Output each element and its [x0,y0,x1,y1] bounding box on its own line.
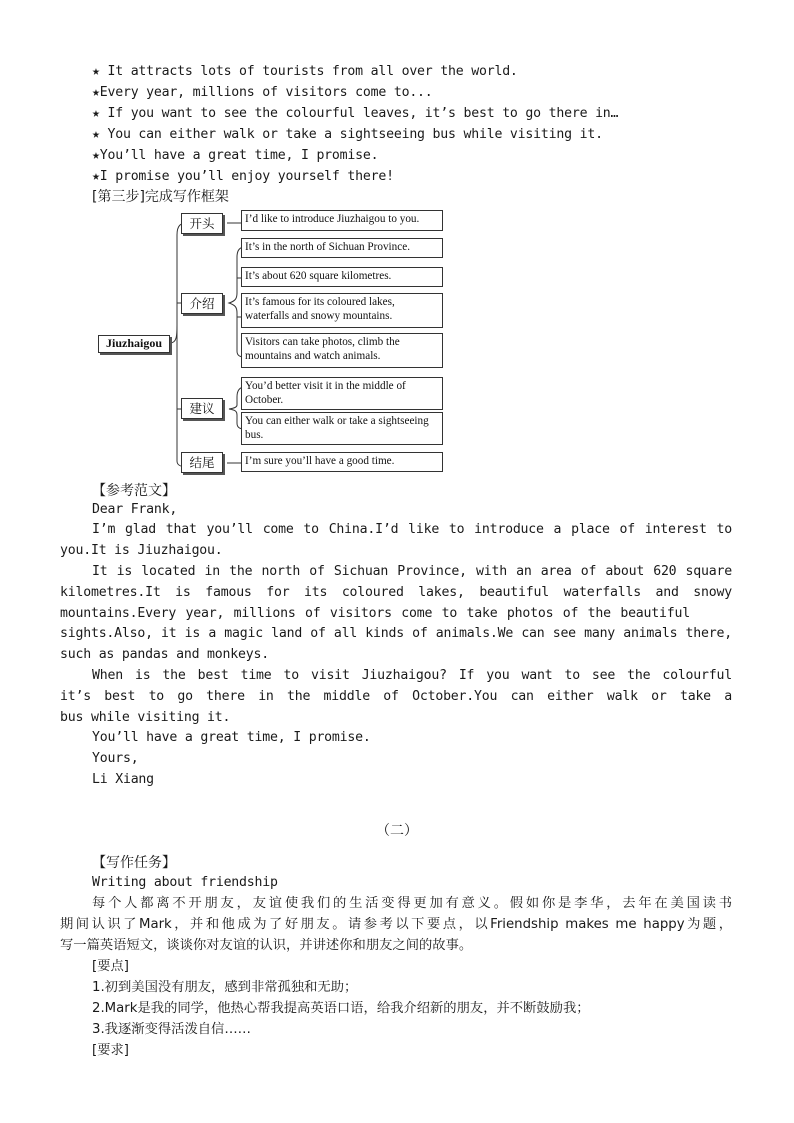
point-item: 1.初到美国没有朋友，感到非常孤独和无助； [92,980,358,995]
intro-item: It’s about 620 square kilometres. [241,267,443,287]
category-advice: 建议 [181,398,223,419]
task-title: Writing about friendship [92,875,278,890]
opening-item: I’d like to introduce Jiuzhaigou to you. [241,210,443,231]
letter-line: such as pandas and monkeys. [60,647,269,662]
root-node: Jiuzhaigou [98,335,170,353]
letter-line: It is located in the north of Sichuan Province, with an area of about 620 square [92,564,732,579]
letter-closing: Yours, [92,751,139,766]
letter-line: sights.Also, it is a magic land of all kinds of animals.We can see many animals there, [60,626,732,641]
bullet-line: ★I promise you’ll enjoy yourself there! [92,169,394,184]
bullet-line: ★Every year, millions of visitors come to... [92,85,433,100]
intro-item: It’s famous for its coloured lakes, waterfalls and snowy mountains. [241,293,443,328]
letter-greeting: Dear Frank, [92,502,178,517]
letter-line: mountains.Every year, millions of visitors come to take photos of the beautiful [60,606,690,621]
category-intro: 介绍 [181,293,223,314]
task-line: 写一篇英语短文，谈谈你对友谊的认识，并讲述你和朋友之间的故事。 [60,938,473,953]
category-ending: 结尾 [181,452,223,473]
bullet-line: ★ If you want to see the colourful leaves, it’s best to go there in… [92,106,619,121]
letter-line: bus while visiting it. [60,710,231,725]
letter-line: kilometres.It is famous for its coloured lakes, beautiful waterfalls and snowy [60,585,732,600]
intro-item: It’s in the north of Sichuan Province. [241,238,443,258]
category-opening: 开头 [181,213,223,234]
bullet-line: ★ You can either walk or take a sightseeing bus while visiting it. [92,127,603,142]
point-item: 2.Mark是我的同学，他热心帮我提高英语口语，给我介绍新的朋友，并不断鼓励我； [92,1001,590,1016]
writing-framework-diagram [95,205,455,477]
task-heading: 【写作任务】 [92,855,176,871]
task-line: 每个人都离不开朋友，友谊使我们的生活变得更加有意义。假如你是李华，去年在美国读书 [92,896,732,911]
advice-item: You’d better visit it in the middle of October. [241,377,443,410]
advice-item: You can either walk or take a sightseeing bus. [241,412,443,445]
task-line: 期间认识了Mark，并和他成为了好朋友。请参考以下要点，以Friendship makes me happy为题， [60,917,732,932]
letter-line: you.It is Jiuzhaigou. [60,543,223,558]
bullet-line: ★You’ll have a great time, I promise. [92,148,379,163]
intro-item: Visitors can take photos, climb the mountains and watch animals. [241,333,443,368]
bullet-line: ★ It attracts lots of tourists from all over the world. [92,64,518,79]
letter-line: You’ll have a great time, I promise. [92,730,371,745]
sample-heading: 【参考范文】 [92,483,176,499]
step3-heading: [第三步]完成写作框架 [92,189,229,205]
ending-item: I’m sure you’ll have a good time. [241,452,443,472]
point-item: 3.我逐渐变得活泼自信…… [92,1022,251,1037]
letter-signature: Li Xiang [92,772,154,787]
points-heading: [要点] [92,959,129,974]
requirements-heading: [要求] [92,1043,129,1058]
letter-line: it’s best to go there in the middle of October.You can either walk or take a [60,689,732,704]
section-title: （二） [376,823,418,839]
letter-line: I’m glad that you’ll come to China.I’d like to introduce a place of interest to [92,522,732,537]
letter-line: When is the best time to visit Jiuzhaigou? If you want to see the colourful [92,668,732,683]
